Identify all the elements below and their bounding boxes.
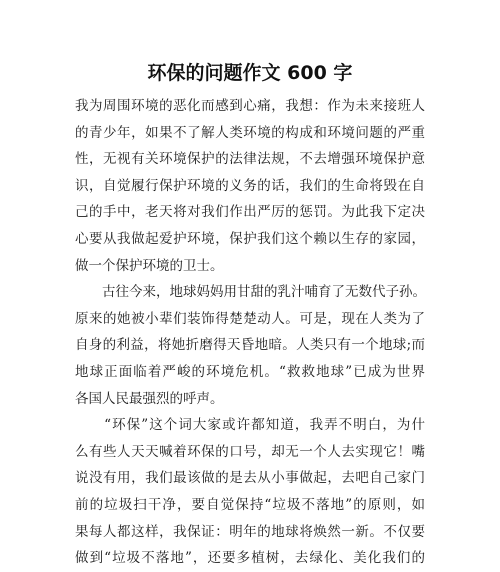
text-line: 做一个保护环境的卫士。 xyxy=(75,257,224,274)
text-line: 古往今来，地球妈妈用甘甜的乳汁哺育了无数代子孙。 xyxy=(75,284,426,301)
text-line: 性，无视有关环境保护的法律法规，不去增强环境保护意 xyxy=(75,151,425,168)
text-line: 识，自觉履行保护环境的义务的话，我们的生命将毁在自 xyxy=(75,177,425,194)
paragraph-2 xyxy=(75,279,425,412)
text-line: 说没有用，我们最该做的是去从小事做起，去吧自己家门 xyxy=(75,470,425,487)
text-line: 地球正面临着严峻的环境危机。“救救地球”已成为世界 xyxy=(75,363,425,380)
text-line: 自身的利益，将她折磨得天昏地暗。人类只有一个地球;而 xyxy=(75,337,425,354)
text-line: 我为周围环境的恶化而感到心痛，我想：作为未来接班人 xyxy=(75,98,425,114)
paragraph-3 xyxy=(75,412,425,572)
text-line: 心要从我做起爱护环境，保护我们这个赖以生存的家园， xyxy=(75,230,425,247)
text-line: 果每人都这样，我保证：明年的地球将焕然一新。不仅要 xyxy=(75,523,425,540)
paragraph-1 xyxy=(75,93,425,279)
text-line: “环保”这个词大家或许都知道，我弄不明白，为什 xyxy=(75,417,425,434)
text-line: 的青少年，如果不了解人类环境的构成和环境问题的严重 xyxy=(75,124,425,141)
document-title: 环保的问题作文 600 字 xyxy=(147,62,353,84)
text-line: 前的垃圾扫干净，要自觉保持“垃圾不落地”的原则，如 xyxy=(75,496,425,513)
document-body xyxy=(75,93,425,572)
text-line: 原来的她被小辈们装饰得楚楚动人。可是，现在人类为了 xyxy=(75,310,425,327)
text-line: 各国人民最强烈的呼声。 xyxy=(75,390,224,407)
text-line: 做到“垃圾不落地”，还要多植树，去绿化、美化我们的 xyxy=(75,550,425,567)
text-line: 己的手中，老天将对我们作出严厉的惩罚。为此我下定决 xyxy=(75,204,425,221)
text-line: 么有些人天天喊着环保的口号，却无一个人去实现它！嘴 xyxy=(75,443,425,460)
